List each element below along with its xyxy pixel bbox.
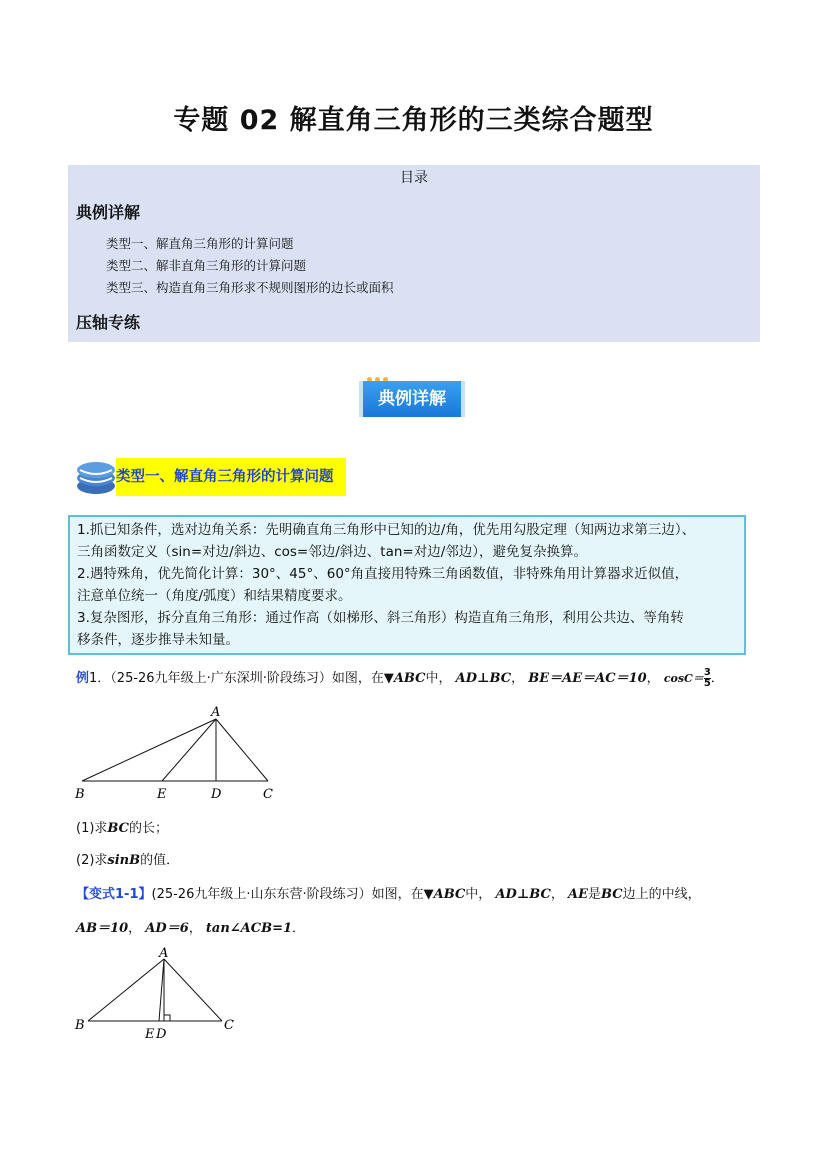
example1-question1: (1)求BC的长； xyxy=(76,821,169,836)
example-label: 例 xyxy=(76,671,90,686)
example1-question2: (2)求sinB的值． xyxy=(76,853,180,868)
books-icon xyxy=(74,456,118,496)
variant1-conditions: AB＝10， AD＝6， tan∠ACB=1． xyxy=(76,921,306,936)
page-title: 专题 02 解直角三角形的三类综合题型 xyxy=(173,105,654,136)
variant1-statement: 【变式1-1】(25-26九年级上·山东东营·阶段练习）如图，在▼ABC中， AD⊥BC， AE是BC边上的中线， xyxy=(76,887,701,902)
figure-variant1 xyxy=(72,946,242,1046)
figure-label-A: A xyxy=(159,946,169,961)
section-badge xyxy=(359,377,469,419)
type1-heading-text: 类型一、解直角三角形的计算问题 xyxy=(116,469,334,485)
example1-statement: 例1．（25-26九年级上·广东深圳·阶段练习）如图，在▼ABC中， AD⊥BC， BE＝AE＝AC＝10， cosC＝ $\frac{3}{5}$ ． xyxy=(76,667,724,689)
tip-line: 三角函数定义（sin=对边/斜边、cos=邻边/斜边、tan=对边/邻边），避免复杂换算。 xyxy=(77,544,588,560)
figure-label-D: D xyxy=(211,787,222,802)
figure-label-D: D xyxy=(156,1027,167,1042)
tip-line: 移条件，逐步推导未知量。 xyxy=(77,632,239,648)
figure-label-A: A xyxy=(211,705,221,720)
tips-box xyxy=(68,515,746,655)
variant-tag: 【变式1-1】 xyxy=(76,887,152,902)
tip-line: 3.复杂图形，拆分直角三角形：通过作高（如梯形、斜三角形）构造直角三角形，利用公共边、等角转 xyxy=(77,610,684,626)
table-of-contents xyxy=(68,165,760,342)
fraction: $\frac{3}{5}$ xyxy=(703,667,711,689)
toc-section-practice[interactable]: 压轴专练 xyxy=(76,313,141,332)
tip-line: 1.抓已知条件，选对边角关系：先明确直角三角形中已知的边/角，优先用勾股定理（知两边求第三边）、 xyxy=(77,522,696,538)
tip-line: 2.遇特殊角，优先简化计算：30°、45°、60°角直接用特殊三角函数值，非特殊角用计算器求近似值， xyxy=(77,566,689,582)
toc-item-type2[interactable]: 类型二、解非直角三角形的计算问题 xyxy=(106,258,307,273)
toc-section-examples[interactable]: 典例详解 xyxy=(76,203,141,222)
tip-line: 注意单位统一（角度/弧度）和结果精度要求。 xyxy=(77,588,352,604)
toc-item-type1[interactable]: 类型一、解直角三角形的计算问题 xyxy=(106,236,294,251)
figure-label-C: C xyxy=(224,1018,234,1033)
figure-label-E: E xyxy=(145,1027,155,1042)
toc-item-type3[interactable]: 类型三、构造直角三角形求不规则图形的边长或面积 xyxy=(106,280,394,295)
figure-example1 xyxy=(72,703,282,803)
figure-label-B: B xyxy=(75,787,85,802)
figure-label-B: B xyxy=(75,1018,85,1033)
type1-heading xyxy=(116,458,346,496)
badge-label: 典例详解 xyxy=(363,381,461,417)
figure-label-C: C xyxy=(263,787,273,802)
figure-label-E: E xyxy=(157,787,167,802)
toc-heading: 目录 xyxy=(400,170,428,186)
